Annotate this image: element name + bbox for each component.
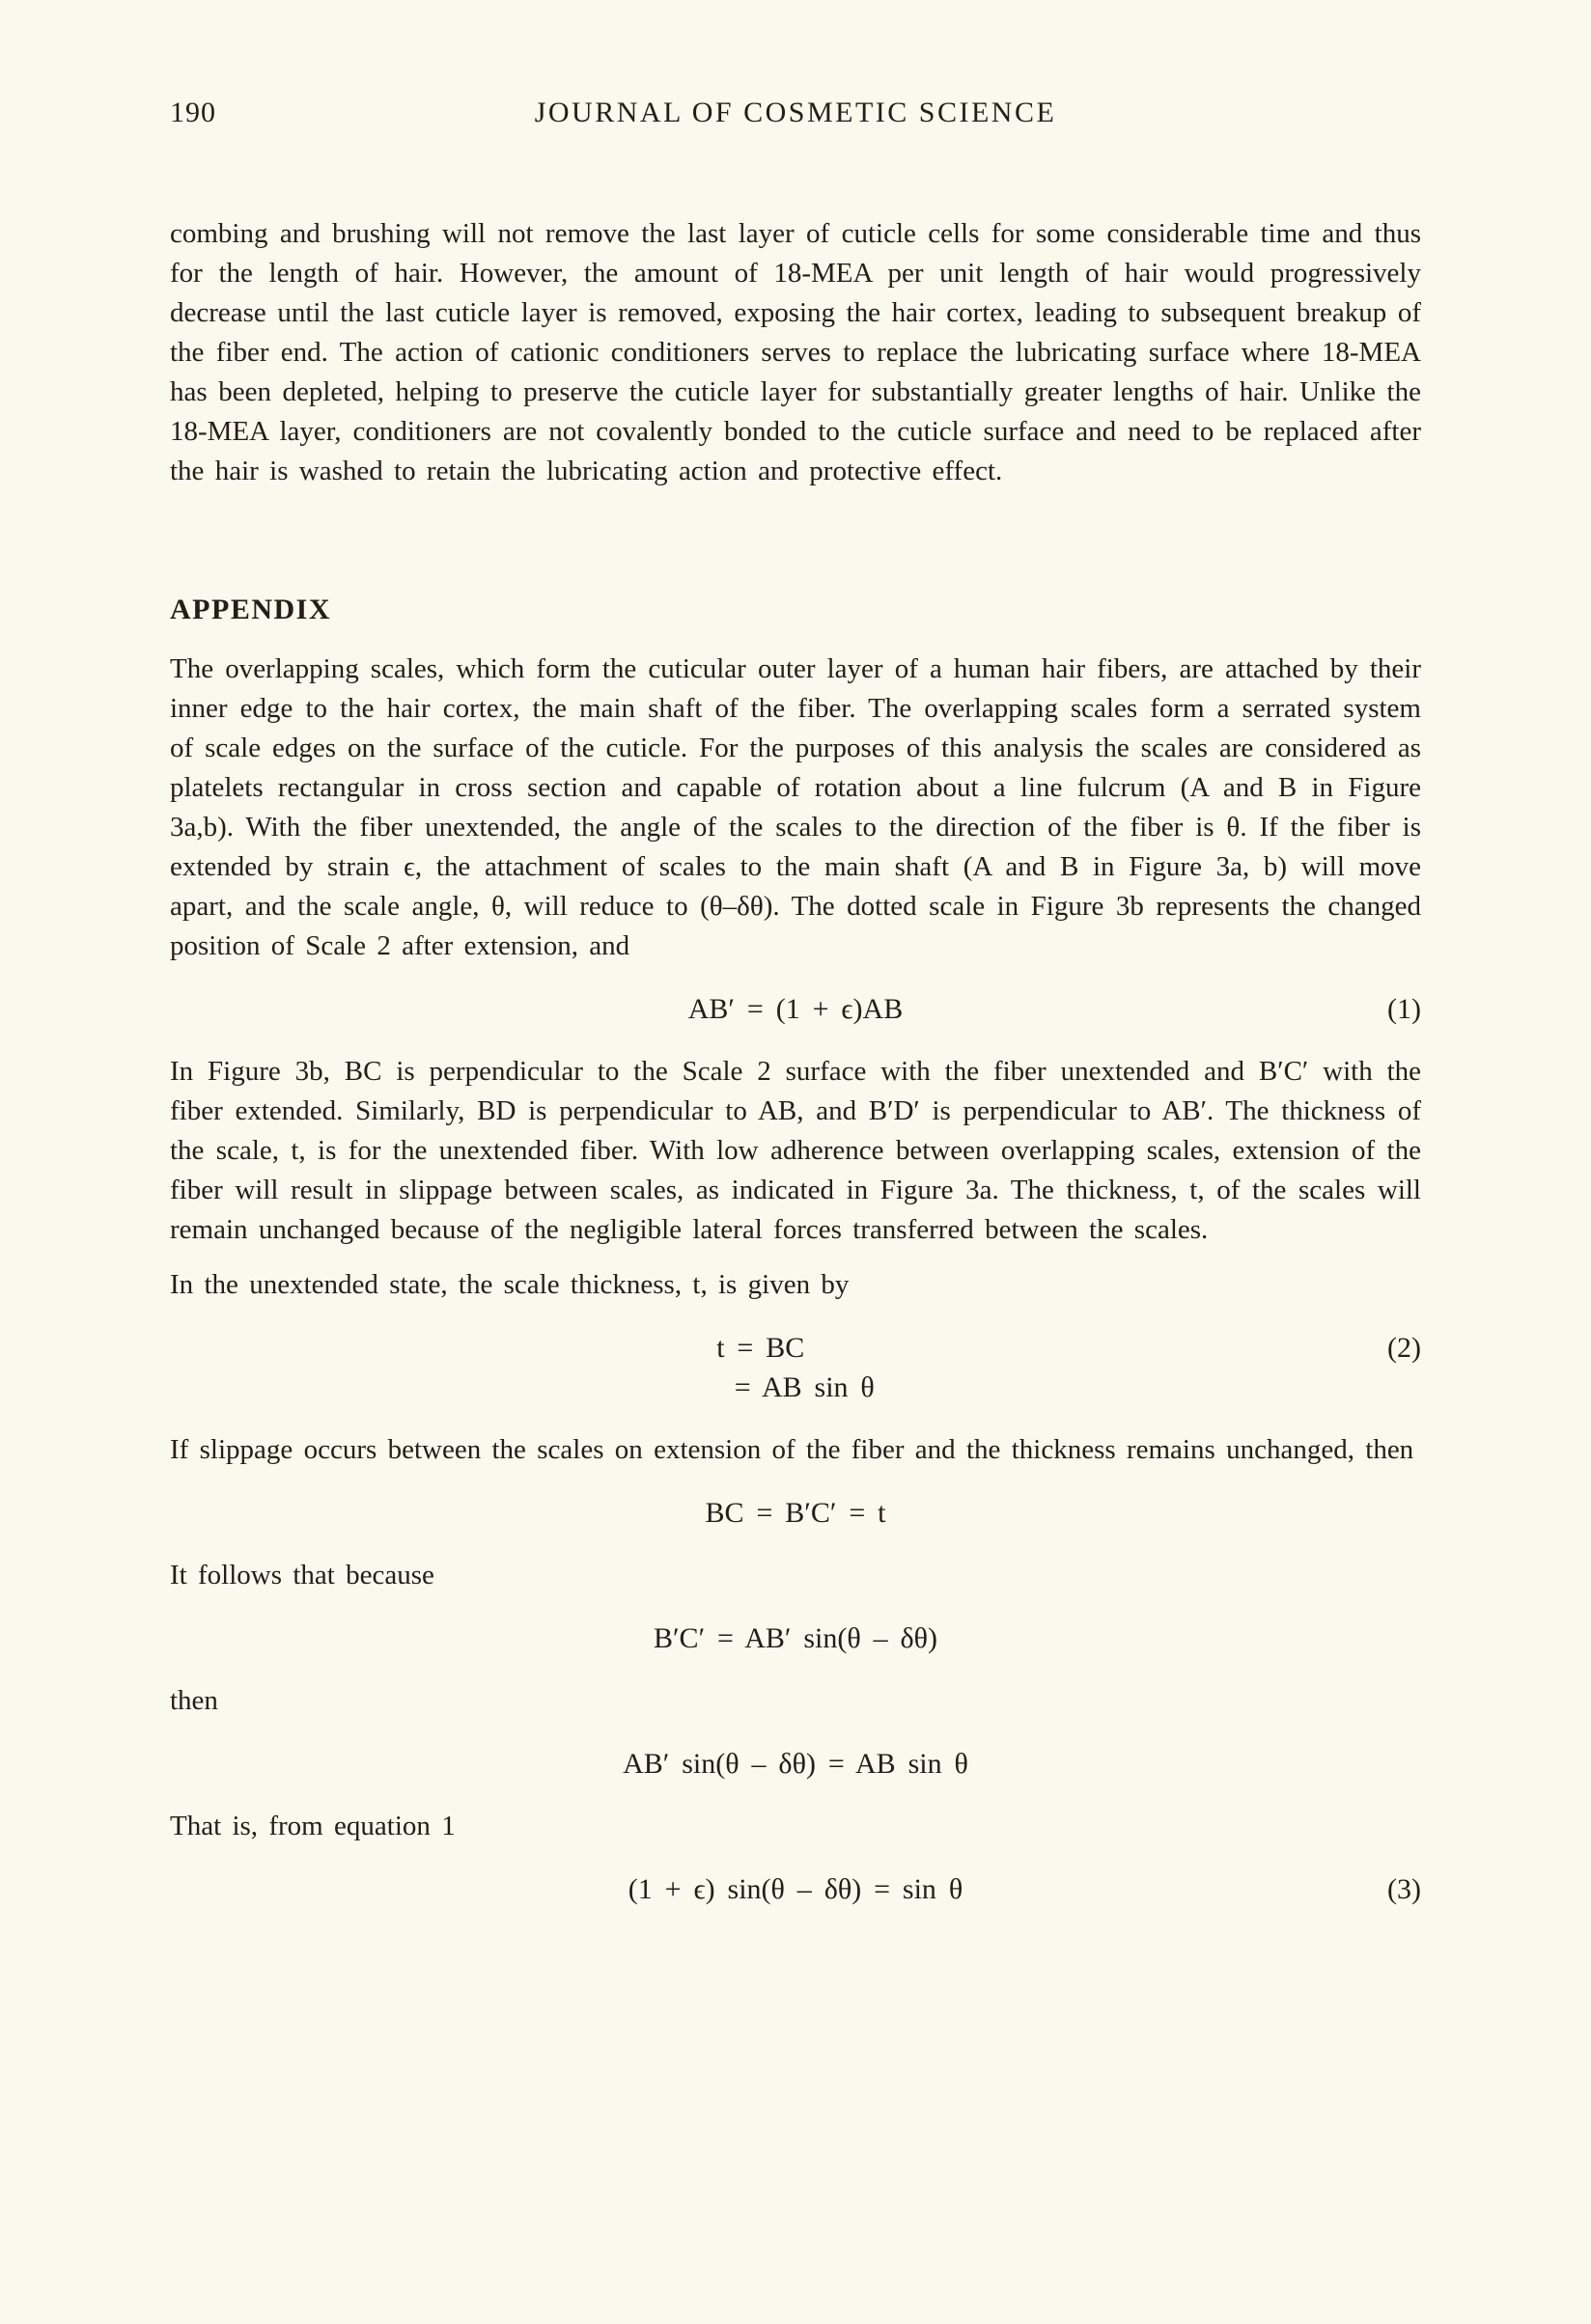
equation-3-body: BC = B′C′ = t xyxy=(705,1497,886,1529)
equation-1-number: (1) xyxy=(1387,993,1421,1025)
paragraph-1: combing and brushing will not remove the last layer of cuticle cells for some considerable time and thus for the length of hair. However, the amount of 18-MEA per unit length of hair would progressively decrease until the last cuticle layer is removed, exposing the hair cortex, leading to subsequent breakup of the fiber end. The action of cationic conditioners serves to replace the lubricating surface where 18-MEA has been depleted, helping to preserve the cuticle layer for substantially greater lengths of hair. Unlike the 18-MEA layer, conditioners are not covalently bonded to the cuticle surface and need to be replaced after the hair is washed to retain the lubricating action and protective effect. xyxy=(170,218,1421,486)
equation-4 xyxy=(170,1618,1421,1658)
equation-6-number: (3) xyxy=(1387,1873,1421,1905)
paragraph-8: That is, from equation 1 xyxy=(170,1811,456,1841)
paragraph-3: In Figure 3b, BC is perpendicular to the Scale 2 surface with the fiber unextended and B′C′ with the fiber extended. Similarly, BD is perpendicular to AB, and B′D′ is perpendicular to AB′. The thickness of the scale, t, is for the unextended fiber. With low adherence between overlapping scales, extension of the fiber will result in slippage between scales, as indicated in Figure 3a. The thickness, t, of the scales will remain unchanged because of the negligible lateral forces transferred between the scales. xyxy=(170,1056,1421,1245)
equation-2 xyxy=(170,1328,1421,1407)
paragraph-4: In the unextended state, the scale thickness, t, is given by xyxy=(170,1269,850,1300)
paragraph-2: The overlapping scales, which form the cuticular outer layer of a human hair fibers, are attached by their inner edge to the hair cortex, the main shaft of the fiber. The overlapping scales form a serrated system of scale edges on the surface of the cuticle. For the purposes of this analysis the scales are considered as platelets rectangular in cross section and capable of rotation about a line fulcrum (A and B in Figure 3a,b). With the fiber unextended, the angle of the scales to the direction of the fiber is θ. If the fiber is extended by strain ϵ, the attachment of scales to the main shaft (A and B in Figure 3a, b) will move apart, and the scale angle, θ, will reduce to (θ–δθ). The dotted scale in Figure 3b represents the changed position of Scale 2 after extension, and xyxy=(170,653,1421,961)
equation-2-number: (2) xyxy=(1387,1332,1421,1364)
equation-6-body: (1 + ϵ) sin(θ – δθ) = sin θ xyxy=(628,1873,963,1905)
page-number: 190 xyxy=(170,97,216,128)
equation-5-body: AB′ sin(θ – δθ) = AB sin θ xyxy=(623,1748,968,1780)
page-header xyxy=(170,97,1421,137)
equation-2-line-2: = AB sin θ xyxy=(734,1371,875,1403)
equation-3 xyxy=(170,1493,1421,1533)
appendix-heading: APPENDIX xyxy=(170,594,331,625)
equation-4-body: B′C′ = AB′ sin(θ – δθ) xyxy=(653,1622,937,1654)
equation-1 xyxy=(170,989,1421,1029)
paragraph-6: It follows that because xyxy=(170,1560,434,1591)
journal-title: JOURNAL OF COSMETIC SCIENCE xyxy=(534,97,1057,128)
equation-1-body: AB′ = (1 + ϵ)AB xyxy=(687,993,904,1025)
paragraph-7: then xyxy=(170,1685,218,1716)
equation-5 xyxy=(170,1744,1421,1784)
equation-2-stack xyxy=(716,1328,875,1407)
equation-6 xyxy=(170,1869,1421,1909)
equation-2-line-1: t = BC xyxy=(716,1332,805,1364)
paragraph-5: If slippage occurs between the scales on extension of the fiber and the thickness remains unchanged, then xyxy=(170,1434,1414,1465)
